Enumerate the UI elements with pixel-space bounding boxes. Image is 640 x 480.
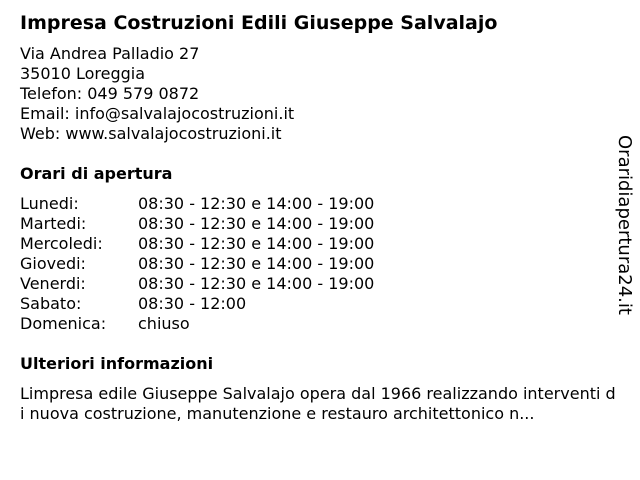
hours-row-thursday [20,254,615,274]
street-address: Via Andrea Palladio 27 [20,44,200,63]
more-info-heading: Ulteriori informazioni [20,354,214,373]
company-name: Impresa Costruzioni Edili Giuseppe Salvalajo [20,12,498,34]
hours-time: 08:30 - 12:30 e 14:00 - 19:00 [138,254,375,273]
hours-day: Sabato: [20,294,82,313]
more-info-text: Limpresa edile Giuseppe Salvalajo opera dal 1966 realizzando interventi di nuova costruzione, manutenzione e restauro architettonico n... [20,384,616,423]
site-watermark: Oraridiapertura24.it [614,135,635,315]
hours-day: Martedi: [20,214,87,233]
city-postal-code: 35010 Loreggia [20,64,146,83]
hours-day: Lunedi: [20,194,79,213]
opening-hours-heading: Orari di apertura [20,164,173,183]
hours-time: 08:30 - 12:30 e 14:00 - 19:00 [138,194,375,213]
hours-row-sunday [20,314,615,334]
listing-content [20,10,615,424]
hours-time: 08:30 - 12:00 [138,294,247,313]
hours-row-tuesday [20,214,615,234]
hours-row-saturday [20,294,615,314]
hours-time: chiuso [138,314,190,333]
contact-details [20,44,615,144]
hours-row-wednesday [20,234,615,254]
hours-day: Giovedi: [20,254,86,273]
hours-time: 08:30 - 12:30 e 14:00 - 19:00 [138,214,375,233]
hours-row-monday [20,194,615,214]
hours-day: Mercoledi: [20,234,103,253]
hours-row-friday [20,274,615,294]
website-address[interactable]: Web: www.salvalajocostruzioni.it [20,124,282,143]
phone-number[interactable]: Telefon: 049 579 0872 [20,84,200,103]
opening-hours-table [20,194,615,334]
hours-time: 08:30 - 12:30 e 14:00 - 19:00 [138,274,375,293]
hours-time: 08:30 - 12:30 e 14:00 - 19:00 [138,234,375,253]
hours-day: Domenica: [20,314,107,333]
hours-day: Venerdi: [20,274,86,293]
email-address[interactable]: Email: info@salvalajocostruzioni.it [20,104,295,123]
